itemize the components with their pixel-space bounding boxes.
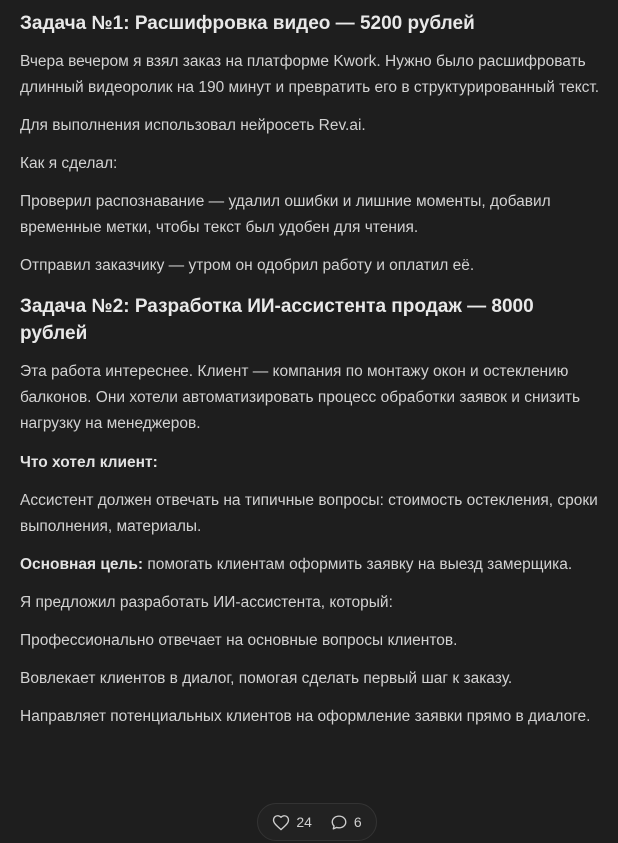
reaction-bar	[257, 803, 377, 841]
article-body	[20, 10, 600, 730]
task2-paragraph-assistant: Ассистент должен отвечать на типичные вопросы: стоимость остекления, сроки выполнения, материалы.	[20, 492, 598, 535]
task1-heading: Задача №1: Расшифровка видео — 5200 рублей	[20, 13, 475, 34]
task2-paragraph-directs: Направляет потенциальных клиентов на оформление заявки прямо в диалоге.	[20, 708, 591, 725]
task2-paragraph-engages: Вовлекает клиентов в диалог, помогая сделать первый шаг к заказу.	[20, 670, 513, 687]
comment-icon	[330, 814, 348, 831]
task1-paragraph-intro: Вчера вечером я взял заказ на платформе Kwork. Нужно было расшифровать длинный видеоролик на 190 минут и превратить его в структурированный текст.	[20, 53, 600, 96]
heart-icon	[272, 814, 290, 831]
comment-count: 6	[353, 814, 362, 830]
task2-heading: Задача №2: Разработка ИИ-ассистента продаж — 8000 рублей	[20, 296, 534, 344]
comment-button[interactable]	[330, 814, 362, 831]
like-button[interactable]	[272, 814, 312, 831]
like-count: 24	[296, 814, 312, 830]
task1-paragraph-tool: Для выполнения использовал нейросеть Rev.ai.	[20, 117, 366, 134]
task1-paragraph-howto: Как я сделал:	[20, 155, 118, 172]
task2-wants-label: Что хотел клиент:	[20, 454, 158, 471]
task2-paragraph-intro: Эта работа интереснее. Клиент — компания по монтажу окон и остеклению балконов. Они хотели автоматизировать процесс обработки заявок и снизить нагрузку на менеджеров.	[20, 363, 581, 432]
goal-text: помогать клиентам оформить заявку на выезд замерщика.	[143, 556, 573, 573]
goal-label: Основная цель:	[20, 556, 144, 573]
task1-paragraph-sent: Отправил заказчику — утром он одобрил работу и оплатил её.	[20, 257, 475, 274]
task1-paragraph-check: Проверил распознавание — удалил ошибки и лишние моменты, добавил временные метки, чтобы текст был удобен для чтения.	[20, 193, 551, 236]
task2-paragraph-answers: Профессионально отвечает на основные вопросы клиентов.	[20, 632, 458, 649]
task2-paragraph-proposal: Я предложил разработать ИИ-ассистента, который:	[20, 594, 393, 611]
task2-paragraph-goal	[20, 552, 600, 578]
